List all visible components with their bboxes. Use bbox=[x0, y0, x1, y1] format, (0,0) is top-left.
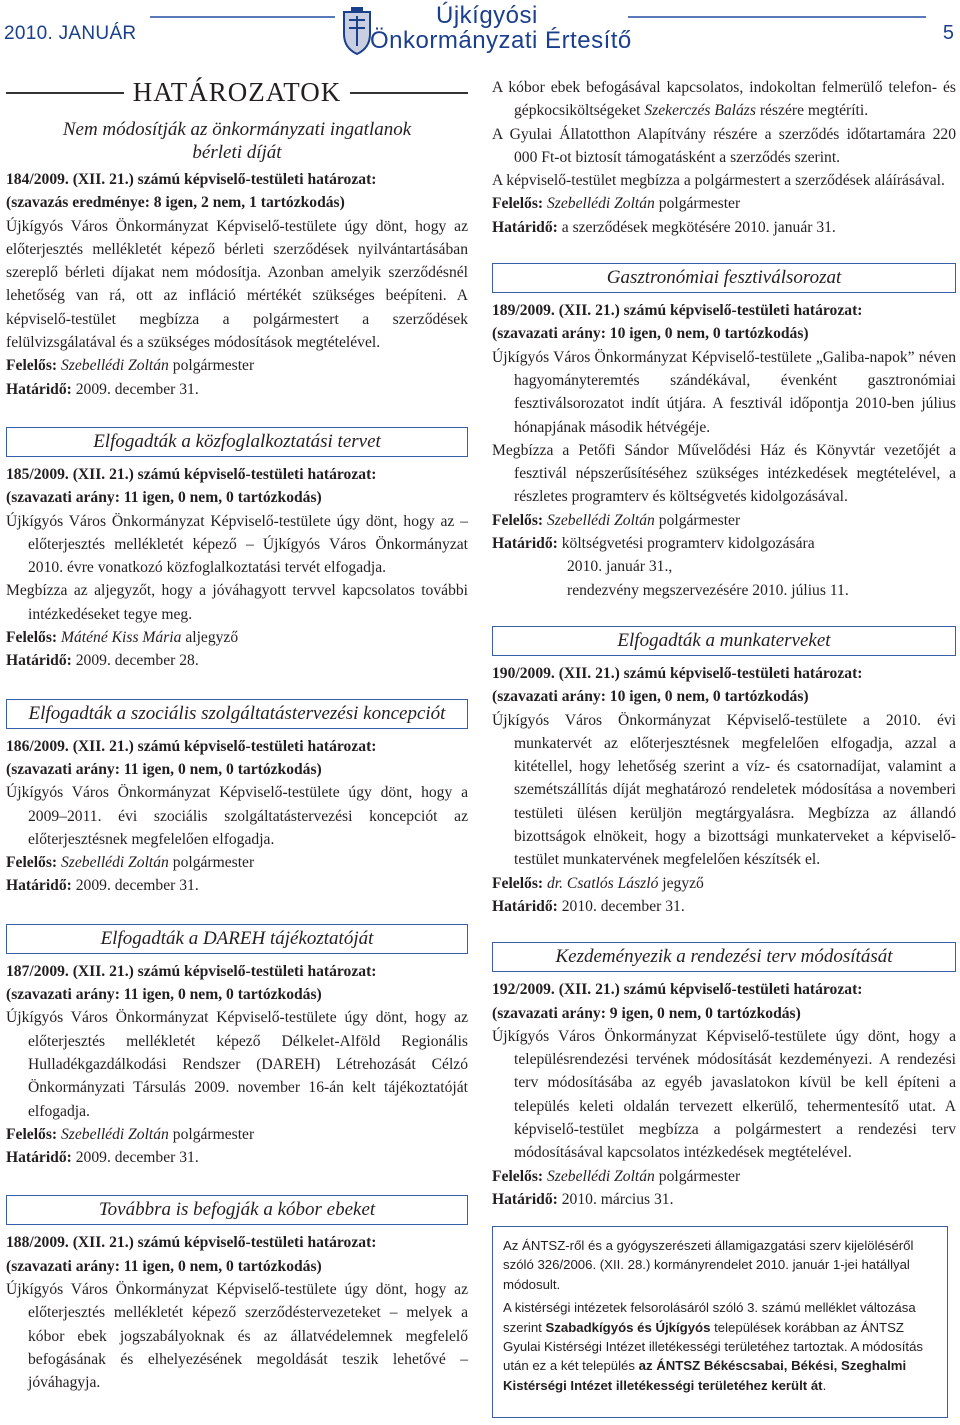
resolution-number: 186/2009. (XII. 21.) számú képviselő-testületi határozat: bbox=[6, 737, 377, 755]
page-title-wrap bbox=[6, 76, 468, 108]
resolution-text: Újkígyós Város Önkormányzat Képviselő-testülete „Galiba-napok” néven hagyományteremtés szándékával, évenként gasztronómiai fesztiválsorozatot indít útjára. A fesztivál időpontja 2010-ben július hónapjának második hétvégéje. bbox=[492, 348, 956, 436]
resolution-number: 192/2009. (XII. 21.) számú képviselő-testületi határozat: bbox=[492, 981, 863, 999]
section-title: Gasztronómiai fesztiválsorozat bbox=[492, 263, 956, 293]
deadline: Határidő: 2010. december 31. bbox=[492, 897, 685, 915]
deadline-line-2: 2010. január 31., bbox=[567, 558, 673, 576]
resolution-text: Újkígyós Város Önkormányzat Képviselő-testülete úgy dönt, hogy a településrendezési tervének módosítását kezdeményezi. A rendezési terv módosításába az egyéb javaslatokon kívül be kell építeni a település keleti oldalán tervezett elkerülő, tehermentesítő utat. A képviselő-testület megbízza a polgármestert a rendezési terv módosításával kapcsolatos intézkedések megtételével. bbox=[492, 1027, 956, 1162]
deadline-line-3: rendezvény megszervezésére 2010. július 11. bbox=[567, 581, 849, 599]
vote-result: (szavazati arány: 11 igen, 0 nem, 0 tartózkodás) bbox=[6, 489, 322, 507]
resolution-184 bbox=[6, 118, 468, 401]
deadline: Határidő: a szerződések megkötésére 2010. január 31. bbox=[492, 218, 836, 236]
section-title: Elfogadták a munkaterveket bbox=[492, 626, 956, 656]
deadline: Határidő: 2009. december 28. bbox=[6, 652, 199, 670]
resolution-number: 185/2009. (XII. 21.) számú képviselő-testületi határozat: bbox=[6, 465, 377, 483]
resolution-185 bbox=[6, 427, 468, 673]
resolution-number: 188/2009. (XII. 21.) számú képviselő-testületi határozat: bbox=[6, 1234, 377, 1252]
deadline: Határidő: 2009. december 31. bbox=[6, 877, 199, 895]
header-rule-right bbox=[628, 16, 926, 18]
resolution-186 bbox=[6, 699, 468, 898]
resolution-text: A kóbor ebek befogásával kapcsolatos, indokoltan felmerülő telefon- és gépkocsiköltségeket Szekerczés Balázs részére megtéríti. bbox=[492, 79, 956, 120]
resolution-188 bbox=[6, 1195, 468, 1394]
right-column bbox=[492, 76, 956, 1211]
responsible: Felelős: Szebellédi Zoltán polgármester bbox=[6, 1125, 255, 1143]
page-title: HATÁROZATOK bbox=[127, 77, 348, 107]
resolution-190 bbox=[492, 626, 956, 918]
publication-title-line2: Önkormányzati Értesítő bbox=[370, 27, 632, 54]
coat-of-arms-icon bbox=[340, 6, 374, 56]
resolution-number: 187/2009. (XII. 21.) számú képviselő-testületi határozat: bbox=[6, 962, 377, 980]
header-date: 2010. JANUÁR bbox=[4, 23, 137, 44]
deadline: Határidő: 2009. december 31. bbox=[6, 380, 199, 398]
deadline: Határidő: 2010. március 31. bbox=[492, 1190, 674, 1208]
section-title: Nem módosítják az önkormányzati ingatlanok bérleti díját bbox=[62, 119, 412, 163]
section-title: Elfogadták a szociális szolgáltatástervezési koncepciót bbox=[6, 699, 468, 729]
resolution-text-3: A képviselő-testület megbízza a polgármestert a szerződések aláírásával. bbox=[492, 172, 945, 190]
resolution-text: Újkígyós Város Önkormányzat Képviselő-testülete úgy dönt, hogy az – előterjesztés mellékletét képező – Újkígyós Város Önkormányzat 2010. évre vonatkozó közfoglalkoztatási tervét elfogadja. bbox=[6, 512, 468, 577]
left-column bbox=[6, 72, 468, 1394]
section-title: Továbbra is befogják a kóbor ebeket bbox=[6, 1195, 468, 1225]
resolution-189 bbox=[492, 263, 956, 602]
resolution-number: 184/2009. (XII. 21.) számú képviselő-testületi határozat: bbox=[6, 171, 377, 188]
resolution-text-2: Megbízza az aljegyzőt, hogy a jóváhagyott tervvel kapcsolatos további intézkedéseket tegye meg. bbox=[6, 582, 468, 623]
resolution-192 bbox=[492, 942, 956, 1211]
resolution-number: 189/2009. (XII. 21.) számú képviselő-testületi határozat: bbox=[492, 302, 863, 320]
section-title: Kezdeményezik a rendezési terv módosítását bbox=[492, 942, 956, 972]
deadline: Határidő: 2009. december 31. bbox=[6, 1149, 199, 1167]
resolution-text-2: A Gyulai Állatotthon Alapítvány részére a szerződés időtartamára 220 000 Ft-ot biztosít támogatásként a szerződés szerint. bbox=[492, 125, 956, 166]
vote-result: (szavazati arány: 11 igen, 0 nem, 0 tartózkodás) bbox=[6, 760, 322, 778]
vote-result: (szavazati arány: 10 igen, 0 nem, 0 tartózkodás) bbox=[492, 688, 809, 706]
notice-paragraph-2: A kistérségi intézetek felsorolásáról szóló 3. számú melléklet változása szerint Szabadkígyós és Újkígyós települések korábban az ÁNTSZ Gyulai Kistérségi Intézet illetékességi területéhez tartoztak. A módosítás után ez a két település az ÁNTSZ Békéscsabai, Békési, Szeghalmi Kistérségi Intézet illetékességi területéhez került át. bbox=[503, 1300, 924, 1393]
vote-result: (szavazati arány: 10 igen, 0 nem, 0 tartózkodás) bbox=[492, 325, 809, 343]
resolution-text: Újkígyós Város Önkormányzat Képviselő-testülete úgy dönt, hogy az előterjesztés mellékletét képező szerződéstervezeteket – melyek a kóbor ebek jogszabályoknak és az állatvédelemnek megfelelő befogásának és elhelyezésének megoldását teszik lehetővé – jóváhagyja. bbox=[6, 1280, 468, 1392]
vote-result: (szavazati arány: 11 igen, 0 nem, 0 tartózkodás) bbox=[6, 986, 322, 1004]
page-number: 5 bbox=[942, 22, 954, 44]
header-rule-left bbox=[150, 16, 335, 18]
resolution-text: Újkígyós Város Önkormányzat Képviselő-testülete úgy dönt, hogy az előterjesztés mellékletét képező Délkelet-Alföld Regionális Hulladékgazdálkodási Rendszer (DAREH) Létrehozását Célzó Önkormányzati Társulás 2009. november 16-án kelt tájékoztatóját elfogadja. bbox=[6, 1009, 468, 1120]
vote-result: (szavazati arány: 11 igen, 0 nem, 0 tartózkodás) bbox=[6, 1257, 322, 1275]
resolution-text: Újkígyós Város Önkormányzat Képviselő-testülete úgy dönt, hogy a 2009–2011. évi szociális szolgáltatástervezési koncepciót az előterjesztésnek megfelelően elfogadja. bbox=[6, 784, 468, 848]
title-rule-right bbox=[350, 92, 468, 94]
responsible: Felelős: Szebellédi Zoltán polgármester bbox=[492, 511, 741, 529]
responsible: Felelős: Szebellédi Zoltán polgármester bbox=[6, 357, 255, 375]
notice-paragraph-1: Az ÁNTSZ-ről és a gyógyszerészeti államigazgatási szerv kijelöléséről szóló 326/2006. (XII. 28.) kormányrendelet 2010. január 1-jei hatállyal módosult. bbox=[503, 1238, 914, 1292]
antsz-notice-box bbox=[492, 1226, 948, 1418]
resolution-number: 190/2009. (XII. 21.) számú képviselő-testületi határozat: bbox=[492, 664, 863, 682]
responsible: Felelős: Máténé Kiss Mária aljegyző bbox=[6, 629, 239, 647]
resolution-187 bbox=[6, 924, 468, 1170]
publication-title-line1: Újkígyósi bbox=[436, 2, 538, 29]
vote-result: (szavazás eredménye: 8 igen, 2 nem, 1 tartózkodás) bbox=[6, 194, 345, 212]
resolution-188-continued bbox=[492, 76, 956, 239]
resolution-text-2: Megbízza a Petőfi Sándor Művelődési Ház és Könyvtár vezetőjét a fesztivál népszerűsítéséhez szükséges intézkedések megtételével, a részletes programterv és költségvetés kidolgozásával. bbox=[492, 441, 956, 506]
responsible: Felelős: Szebellédi Zoltán polgármester bbox=[492, 1167, 741, 1185]
section-title: Elfogadták a közfoglalkoztatási tervet bbox=[6, 427, 468, 457]
responsible: Felelős: Szebellédi Zoltán polgármester bbox=[492, 195, 741, 213]
deadline: Határidő: költségvetési programterv kidolgozására bbox=[492, 535, 815, 553]
responsible: Felelős: dr. Csatlós László jegyző bbox=[492, 874, 704, 892]
vote-result: (szavazati arány: 9 igen, 0 nem, 0 tartózkodás) bbox=[492, 1004, 801, 1022]
title-rule-left bbox=[6, 92, 124, 94]
section-title: Elfogadták a DAREH tájékoztatóját bbox=[6, 924, 468, 954]
responsible: Felelős: Szebellédi Zoltán polgármester bbox=[6, 854, 255, 872]
resolution-text: Újkígyós Város Önkormányzat Képviselő-testülete úgy dönt, hogy az előterjesztés mellékletét képező bérleti szerződések nyilvántartásában szereplő bérleti díjakat nem módosítja. Azonban amelyik szerződésnél lehetőség van rá, ott az infláció mértékét szükséges beépíteni. A képviselő-testület megbízza a polgármestert a szerződések felülvizsgálatával és a szükséges módosítások megtételével. bbox=[6, 217, 468, 352]
resolution-text: Újkígyós Város Önkormányzat Képviselő-testülete a 2010. évi munkatervét az előterjesztésnek megfelelően elfogadja, azzal a kitétellel, hogy lehetőség szerint a víz- és csatornadíjat, valamint a szemétszállítás díját meghatározó rendeletek módosítása a novemberi testületi ülésen kerüljön megtárgyalásra. Megbízza az állandó bizottságok elnökeit, hogy a bizottsági munkaterveket a képviselő-testület munkatervének megfelelően készítsék el. bbox=[492, 711, 956, 869]
